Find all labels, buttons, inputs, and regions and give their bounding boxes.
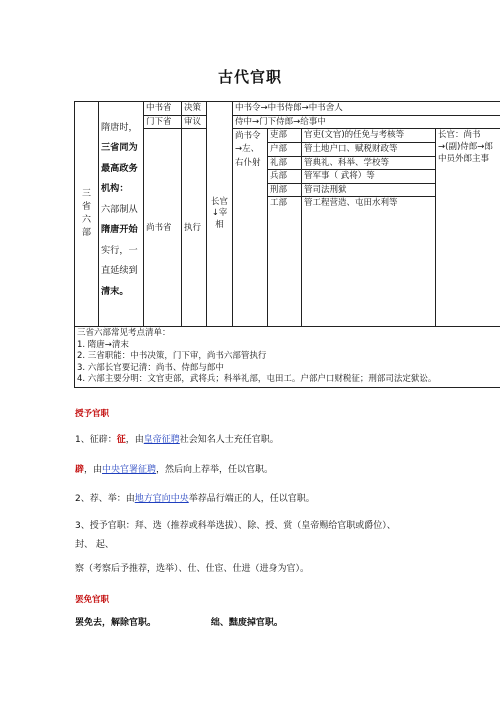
dismiss-item: 绌、黜废掉官职。 [210,618,283,628]
chief-chancellor-cell: 长官↓宰相 [207,102,233,327]
desc-line: 清末。 [101,285,129,297]
para-jianju [75,491,485,508]
dept-duty-cell: 管工程营造、屯田水利等 [302,197,436,327]
link-emperor[interactable]: 皇帝征聘 [143,435,180,445]
shangshu-ling-cell: 尚书令→左、右仆射 [233,129,268,327]
page-title: 古代官职 [217,68,282,86]
desc-line: 最高政务 [101,162,138,174]
desc-line: 六部制从 [101,203,138,215]
dept-duty-cell: 管军事（ 武将）等 [302,170,436,184]
desc-line: 直延续到 [101,265,138,277]
chain1-cell: 中书令→中书侍郎→中书舍人 [233,102,500,116]
para-dismiss [75,615,485,632]
text: 社会知名人士充任官职。 [179,435,279,445]
description-cell [99,102,144,327]
menxia-cell: 门下省 [144,115,182,129]
text: 征 [116,435,126,445]
desc-line: 隋唐开始 [101,224,138,236]
desc-line: 实行，一 [101,244,138,256]
desc-line: 隋唐时， [101,121,138,133]
text: ，由 [125,435,144,445]
dept-name-cell: 工部 [268,197,302,327]
text: 举荐品行端正的人，任以官职。 [188,494,315,504]
para-bi [75,462,485,479]
dept-name-cell: 礼部 [268,156,302,170]
left-label-text: 三 省 六 部 [81,189,91,239]
shenyi-cell: 审议 [182,115,207,129]
desc-line: 三省同为 [101,142,138,154]
para-grant-line2: 封、 起、 [75,540,114,550]
note-line: 1. 隋唐→清末 [77,339,129,350]
note-line: 4. 六部主要分明：文官吏部，武将兵；科举礼部，屯田工。户部户口财税征；刑部司法定狱讼。 [77,374,437,385]
desc-line: 机构： [101,183,129,195]
three-provinces-six-ministries-label [75,102,99,327]
officials-cell: 长官：尚书→(副)侍郎→郎中员外郎主事 [436,129,500,327]
shangshu-cell: 尚书省 [144,129,182,327]
dept-duty-cell: 管典礼、科举、学校等 [302,156,436,170]
dept-name-cell: 吏部 [268,129,302,143]
note-line: 三省六部常见考点清单： [77,328,171,339]
zhongshu-cell: 中书省 [144,102,182,116]
text: ，由 [84,465,103,475]
section-title-dismiss: 罢免官职 [75,595,110,605]
dept-name-cell: 户部 [268,142,302,156]
note-line: 3. 六部长官要记清：尚书、侍郎与郎中 [77,362,224,373]
dept-name-cell: 刑部 [268,183,302,197]
three-departments-six-ministries-table [74,101,500,388]
dept-duty-cell: 管司法刑狱 [302,183,436,197]
juece-cell: 决策 [182,102,207,116]
para-grant-line3: 察（考察后予推荐，选举）、仕、仕宦、仕进（进身为官）。 [75,564,310,574]
note-line: 2. 三省职能：中书决策，门下审，尚书六部管执行 [77,351,267,362]
dismiss-item: 罢免去，解除官职。 [75,618,157,628]
link-local-official[interactable]: 地方官向中央 [134,494,189,504]
text: ，然后向上荐举，任以官职。 [156,465,274,475]
dept-duty-cell: 官吏(文官)的任免与考核等 [302,129,436,143]
chain2-cell: 侍中→门下侍郎→给事中 [233,115,500,129]
text: 1、征辟： [75,435,117,445]
dept-name-cell: 兵部 [268,170,302,184]
zhixing-cell: 执行 [182,129,207,327]
para-zhengbi [75,432,485,449]
text: 2、荐、举：由 [75,494,135,504]
exam-notes-cell [75,327,500,387]
section-title-grant: 授予官职 [75,409,110,419]
dept-duty-cell: 管土地户口、赋税财政等 [302,142,436,156]
link-central-office[interactable]: 中央官署征聘 [102,465,157,475]
text: 辟 [75,465,85,475]
para-grant-line1: 3、授予官职：拜、选（推荐或科举选拔）、除、授、赏（皇帝赐给官职或爵位）、 [75,521,396,531]
